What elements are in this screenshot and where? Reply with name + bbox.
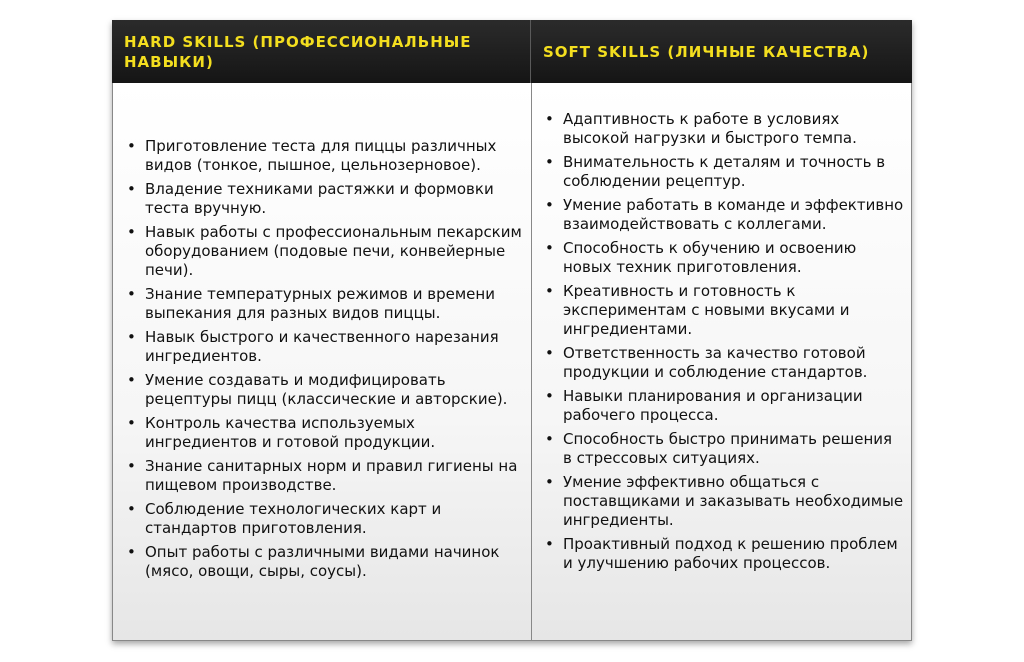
hard-skills-cell xyxy=(112,83,531,641)
soft-skill-item: • Умение эффективно общаться с поставщиками и заказывать необходимые ингредиенты. xyxy=(563,473,905,530)
hard-skill-item: • Знание санитарных норм и правил гигиены на пищевом производстве. xyxy=(145,457,525,495)
soft-skill-item: • Проактивный подход к решению проблем и улучшению рабочих процессов. xyxy=(563,535,905,573)
hard-skill-item: • Навык работы с профессиональным пекарским оборудованием (подовые печи, конвейерные печи). xyxy=(145,223,525,280)
hard-skill-item: • Контроль качества используемых ингредиентов и готовой продукции. xyxy=(145,414,525,452)
hard-skill-item: • Соблюдение технологических карт и стандартов приготовления. xyxy=(145,500,525,538)
hard-skill-item: • Опыт работы с различными видами начинок (мясо, овощи, сыры, соусы). xyxy=(145,543,525,581)
soft-skill-item: • Навыки планирования и организации рабочего процесса. xyxy=(563,387,905,425)
skills-table xyxy=(112,20,912,641)
hard-skills-header-text: HARD SKILLS (ПРОФЕССИОНАЛЬНЫЕ НАВЫКИ) xyxy=(124,32,472,71)
hard-skill-item: • Навык быстрого и качественного нарезания ингредиентов. xyxy=(145,328,525,366)
soft-skill-item: • Креативность и готовность к экспериментам с новыми вкусами и ингредиентами. xyxy=(563,282,905,339)
soft-skills-header xyxy=(531,20,912,83)
soft-skills-header-text: SOFT SKILLS (ЛИЧНЫЕ КАЧЕСТВА) xyxy=(543,42,870,61)
hard-skill-item: • Владение техниками растяжки и формовки теста вручную. xyxy=(145,180,525,218)
hard-skill-item: • Умение создавать и модифицировать рецептуры пицц (классические и авторские). xyxy=(145,371,525,409)
soft-skills-list xyxy=(532,83,911,578)
hard-skill-item: • Приготовление теста для пиццы различных видов (тонкое, пышное, цельнозерновое). xyxy=(145,137,525,175)
soft-skills-cell xyxy=(531,83,912,641)
soft-skill-item: • Умение работать в команде и эффективно взаимодействовать с коллегами. xyxy=(563,196,905,234)
hard-skills-list xyxy=(113,137,531,586)
soft-skill-item: • Внимательность к деталям и точность в соблюдении рецептур. xyxy=(563,153,905,191)
hard-skills-header xyxy=(112,20,531,83)
soft-skill-item: • Способность быстро принимать решения в стрессовых ситуациях. xyxy=(563,430,905,468)
hard-skill-item: • Знание температурных режимов и времени выпекания для разных видов пиццы. xyxy=(145,285,525,323)
soft-skill-item: • Адаптивность к работе в условиях высокой нагрузки и быстрого темпа. xyxy=(563,110,905,148)
soft-skill-item: • Ответственность за качество готовой продукции и соблюдение стандартов. xyxy=(563,344,905,382)
soft-skill-item: • Способность к обучению и освоению новых техник приготовления. xyxy=(563,239,905,277)
